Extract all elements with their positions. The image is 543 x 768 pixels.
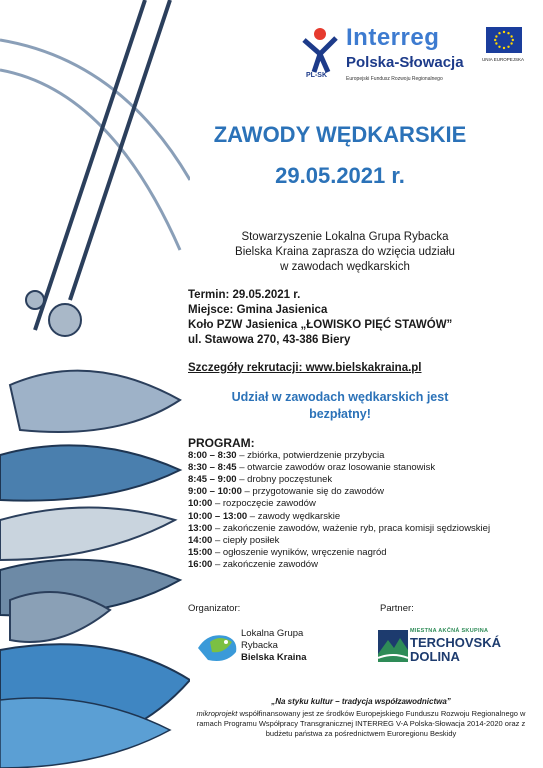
- program-desc: – ogłoszenie wyników, wręczenie nagród: [212, 546, 387, 558]
- notice-line: bezpłatny!: [309, 407, 371, 421]
- detail-address: ul. Stawowa 270, 43-386 Biery: [188, 334, 351, 346]
- fish-icon: [0, 445, 180, 500]
- footer-note: [196, 697, 526, 739]
- fish-icon: [10, 371, 180, 432]
- fish-icon: [0, 508, 175, 561]
- program-item: [188, 462, 518, 474]
- event-date: 29.05.2021 r.: [275, 163, 405, 188]
- program-desc: – rozpoczęcie zawodów: [212, 498, 316, 510]
- detail-term: Termin: 29.05.2021 r.: [188, 289, 301, 301]
- program-desc: – przygotowanie się do zawodów: [241, 486, 384, 498]
- intro-line: w zawodach wędkarskich: [280, 261, 410, 273]
- program-item: [188, 559, 518, 571]
- organizer-brand: Bielska Kraina: [241, 652, 307, 663]
- partner-name-line: DOLINA: [410, 649, 460, 664]
- program-item: [188, 498, 518, 510]
- program-desc: – drobny poczęstunek: [236, 474, 333, 486]
- partner-name-line: TERCHOVSKÁ: [410, 635, 502, 650]
- detail-venue: Koło PZW Jasienica „ŁOWISKO PIĘĆ STAWÓW”: [188, 319, 453, 331]
- organizer-name: [241, 628, 306, 664]
- eu-flag-icon: [486, 27, 522, 53]
- intro-line: Stowarzyszenie Lokalna Grupa Rybacka: [241, 231, 449, 243]
- footer-body: współfinansowany jest ze środków Europejskiego Funduszu Rozwoju Regionalnego w ramach Programu Współpracy Transgranicznej INTERREG V-A Polska-Słowacja 2014-2020 oraz z budżetu państwa za pośrednictwem Euroregionu Beskidy: [196, 709, 526, 738]
- program-heading: PROGRAM:: [188, 436, 255, 450]
- recruitment-link[interactable]: Szczegóły rekrutacji: www.bielskakraina.pl: [188, 362, 422, 374]
- intro-text: [200, 230, 490, 275]
- program-time: 15:00: [188, 546, 213, 558]
- program-desc: – zbiórka, potwierdzenie przybycia: [236, 450, 385, 462]
- fishing-illustration: [0, 0, 190, 768]
- program-time: 14:00: [188, 534, 213, 546]
- lgr-fish-logo-icon: [196, 628, 240, 666]
- program-item: [188, 450, 518, 462]
- program-section: [188, 437, 518, 571]
- program-desc: – zawody wędkarskie: [247, 510, 341, 522]
- free-entry-notice: [195, 389, 485, 423]
- footer-motto: „Na styku kultur – tradycja współzawodnictwa”: [271, 697, 451, 706]
- program-item: [188, 547, 518, 559]
- intro-line: Bielska Kraina zaprasza do wzięcia udziału: [235, 246, 455, 258]
- program-item: [188, 511, 518, 523]
- program-desc: – zakończenie zawodów, ważenie ryb, praca komisji sędziowskiej: [212, 522, 491, 534]
- pl-sk-label: PL-SK: [306, 72, 327, 79]
- organizer-line: Lokalna Grupa: [241, 628, 304, 639]
- partner-name: [410, 636, 501, 664]
- program-item: [188, 474, 518, 486]
- interreg-subtitle: Polska-Słowacja: [346, 54, 464, 71]
- program-time: 10:00 – 13:00: [188, 510, 248, 522]
- program-time: 8:00 – 8:30: [188, 450, 237, 462]
- organizer-label: Organizator:: [188, 603, 241, 614]
- interreg-fund: Europejski Fundusz Rozwoju Regionalnego: [346, 76, 443, 82]
- terchovska-mountain-icon: [378, 630, 408, 662]
- partner-label: Partner:: [380, 603, 414, 614]
- program-time: 16:00: [188, 558, 213, 570]
- program-time: 9:00 – 10:00: [188, 486, 242, 498]
- footer-lead: mikroprojekt: [196, 709, 238, 718]
- program-time: 8:45 – 9:00: [188, 474, 237, 486]
- program-time: 13:00: [188, 522, 213, 534]
- organizer-line: Rybacka: [241, 640, 278, 651]
- eu-label: UNIA EUROPEJSKA: [482, 57, 525, 62]
- program-item: [188, 486, 518, 498]
- footer-text: [196, 709, 526, 739]
- program-desc: – otwarcie zawodów oraz losowanie stanowisk: [236, 462, 436, 474]
- interreg-title: Interreg: [346, 24, 440, 51]
- program-item: [188, 535, 518, 547]
- pl-sk-figure-icon: [300, 26, 340, 78]
- notice-line: Udział w zawodach wędkarskich jest: [231, 390, 449, 404]
- program-item: [188, 523, 518, 535]
- partner-small-label: MIESTNA AKČNÁ SKUPINA: [410, 628, 489, 634]
- event-details: [188, 288, 452, 348]
- program-time: 10:00: [188, 498, 213, 510]
- program-desc: – ciepły posiłek: [212, 534, 280, 546]
- detail-place: Miejsce: Gmina Jasienica: [188, 304, 328, 316]
- interreg-logo: [300, 24, 525, 94]
- program-desc: – zakończenie zawodów: [212, 558, 318, 570]
- page-title: ZAWODY WĘDKARSKIE: [213, 122, 467, 147]
- program-time: 8:30 – 8:45: [188, 462, 237, 474]
